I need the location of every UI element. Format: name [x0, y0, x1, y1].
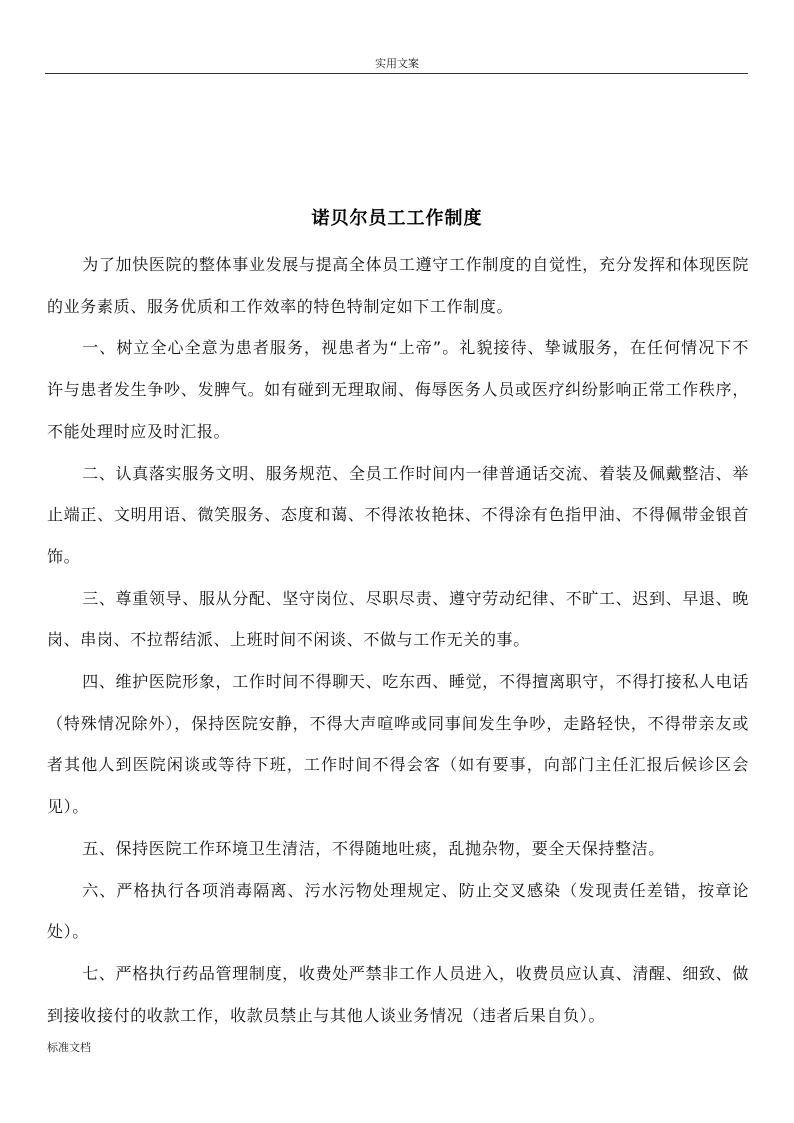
page-footer: 标准文档: [47, 1041, 91, 1054]
rule-paragraph-5: 五、保持医院工作环境卫生清洁，不得随地吐痰，乱抛杂物，要全天保持整洁。: [82, 838, 665, 858]
rule-paragraph-6: 六、严格执行各项消毒隔离、污水污物处理规定、防止交叉感染（发现责任差错，按章论处）。: [47, 880, 749, 942]
page-header: 实用文案: [375, 57, 419, 70]
rule-paragraph-2: 二、认真落实服务文明、服务规范、全员工作时间内一律普通话交流、着装及佩戴整洁、举止端正、文明用语、微笑服务、态度和蔼、不得浓妆艳抹、不得涂有色指甲油、不得佩带金银首饰。: [47, 463, 749, 566]
intro-paragraph: 为了加快医院的整体事业发展与提高全体员工遵守工作制度的自觉性，充分发挥和体现医院的业务素质、服务优质和工作效率的特色特制定如下工作制度。: [47, 255, 749, 316]
document-body: [47, 244, 749, 1036]
header-divider: [45, 73, 748, 74]
rule-paragraph-1: 一、树立全心全意为患者服务，视患者为“上帝”。礼貌接待、挚诚服务，在任何情况下不许与患者发生争吵、发脾气。如有碰到无理取闹、侮辱医务人员或医疗纠纷影响正常工作秩序，不能处理时应及时汇报。: [47, 338, 749, 441]
rule-paragraph-3: 三、尊重领导、服从分配、坚守岗位、尽职尽责、遵守劳动纪律、不旷工、迟到、早退、晚岗、串岗、不拉帮结派、上班时间不闲谈、不做与工作无关的事。: [47, 588, 749, 650]
document-title: 诺贝尔员工工作制度: [311, 208, 483, 229]
rule-paragraph-7: 七、严格执行药品管理制度，收费处严禁非工作人员进入，收费员应认真、清醒、细致、做到接收接付的收款工作，收款员禁止与其他人谈业务情况（违者后果自负）。: [47, 963, 749, 1025]
rule-paragraph-4: 四、维护医院形象，工作时间不得聊天、吃东西、睡觉，不得擅离职守，不得打接私人电话（特殊情况除外），保持医院安静，不得大声喧哗或同事间发生争吵，走路轻快，不得带亲友或者其他人到医院闲谈或等待下班，工作时间不得会客（如有要事，向部门主任汇报后候诊区会见）。: [47, 672, 749, 817]
